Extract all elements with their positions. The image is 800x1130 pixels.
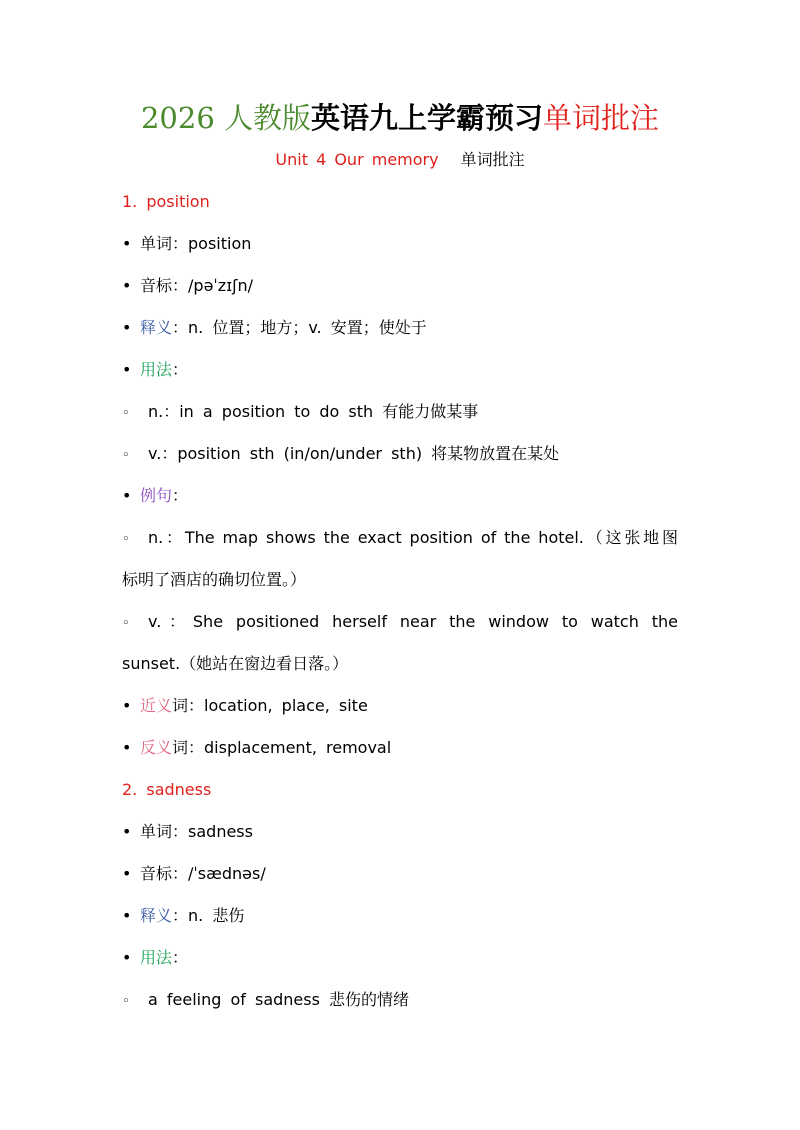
circle-bullet: ◦ bbox=[122, 994, 130, 1009]
synonym-label: 近义 bbox=[140, 696, 173, 715]
title-part-course: 英语九上学霸预习 bbox=[311, 101, 544, 135]
phonetic-value: /pəˈzɪʃn/ bbox=[188, 276, 254, 295]
example-label: 例句 bbox=[140, 486, 173, 505]
example-colon: ： bbox=[172, 486, 189, 505]
word-value: sadness bbox=[188, 822, 253, 841]
example-line-continued: sunset.（她站在窗边看日落。） bbox=[122, 654, 349, 673]
entry-word-row bbox=[122, 232, 251, 256]
usage-text: v.：position sth (in/on/under sth) 将某物放置在某处 bbox=[148, 444, 560, 463]
entry-antonym-row bbox=[122, 736, 391, 760]
bullet: • bbox=[122, 360, 132, 379]
subtitle-suffix: 单词批注 bbox=[460, 150, 525, 169]
entry-word-row bbox=[122, 820, 253, 844]
example-line-continued: 标明了酒店的确切位置。） bbox=[122, 570, 307, 589]
bullet: • bbox=[122, 276, 132, 295]
synonym-value: 词：location, place, site bbox=[172, 696, 368, 715]
word-label: 单词： bbox=[140, 822, 189, 841]
circle-bullet: ◦ bbox=[122, 616, 130, 631]
subtitle-unit: Unit 4 Our memory bbox=[275, 150, 439, 169]
bullet: • bbox=[122, 822, 132, 841]
usage-text: n.：in a position to do sth 有能力做某事 bbox=[148, 402, 479, 421]
phonetic-label: 音标： bbox=[140, 864, 189, 883]
entry-phonetic-row bbox=[122, 274, 253, 298]
entry-meaning-row bbox=[122, 904, 244, 928]
usage-colon: ： bbox=[172, 948, 189, 967]
bullet: • bbox=[122, 234, 132, 253]
circle-bullet: ◦ bbox=[122, 406, 130, 421]
meaning-label: 释义 bbox=[140, 318, 173, 337]
entry-usage-row bbox=[122, 358, 188, 382]
entry-synonym-row bbox=[122, 694, 368, 718]
circle-bullet: ◦ bbox=[122, 448, 130, 463]
usage-text: a feeling of sadness 悲伤的情绪 bbox=[148, 990, 410, 1009]
bullet: • bbox=[122, 864, 132, 883]
example-text: n.：The map shows the exact position of the hotel.（这张地图 bbox=[148, 528, 678, 547]
entry-example-row bbox=[122, 484, 188, 508]
meaning-value: ：n. 位置；地方；v. 安置；使处于 bbox=[172, 318, 427, 337]
usage-colon: ： bbox=[172, 360, 189, 379]
word-value: position bbox=[188, 234, 252, 253]
circle-bullet: ◦ bbox=[122, 532, 130, 547]
usage-label: 用法 bbox=[140, 360, 173, 379]
entry-meaning-row bbox=[122, 316, 427, 340]
usage-item bbox=[122, 400, 478, 426]
bullet: • bbox=[122, 696, 132, 715]
meaning-value: ：n. 悲伤 bbox=[172, 906, 245, 925]
title-part-topic: 单词批注 bbox=[543, 101, 660, 135]
usage-label: 用法 bbox=[140, 948, 173, 967]
bullet: • bbox=[122, 738, 132, 757]
antonym-label: 反义 bbox=[140, 738, 173, 757]
antonym-value: 词：displacement, removal bbox=[172, 738, 392, 757]
page-title bbox=[0, 96, 800, 140]
phonetic-value: /ˈsædnəs/ bbox=[188, 864, 266, 883]
bullet: • bbox=[122, 906, 132, 925]
entry-heading: 2. sadness bbox=[122, 780, 212, 799]
phonetic-label: 音标： bbox=[140, 276, 189, 295]
bullet: • bbox=[122, 486, 132, 505]
entry-phonetic-row bbox=[122, 862, 266, 886]
example-line bbox=[122, 526, 678, 552]
usage-item bbox=[122, 988, 409, 1014]
page-subtitle bbox=[0, 148, 800, 172]
entry-heading: 1. position bbox=[122, 192, 210, 211]
word-label: 单词： bbox=[140, 234, 189, 253]
entry-usage-row bbox=[122, 946, 188, 970]
example-line bbox=[122, 610, 678, 636]
bullet: • bbox=[122, 948, 132, 967]
usage-item bbox=[122, 442, 559, 468]
title-part-edition: 2026 人教版 bbox=[140, 101, 311, 135]
meaning-label: 释义 bbox=[140, 906, 173, 925]
example-text: v.：She positioned herself near the window to watch the bbox=[148, 612, 678, 631]
bullet: • bbox=[122, 318, 132, 337]
